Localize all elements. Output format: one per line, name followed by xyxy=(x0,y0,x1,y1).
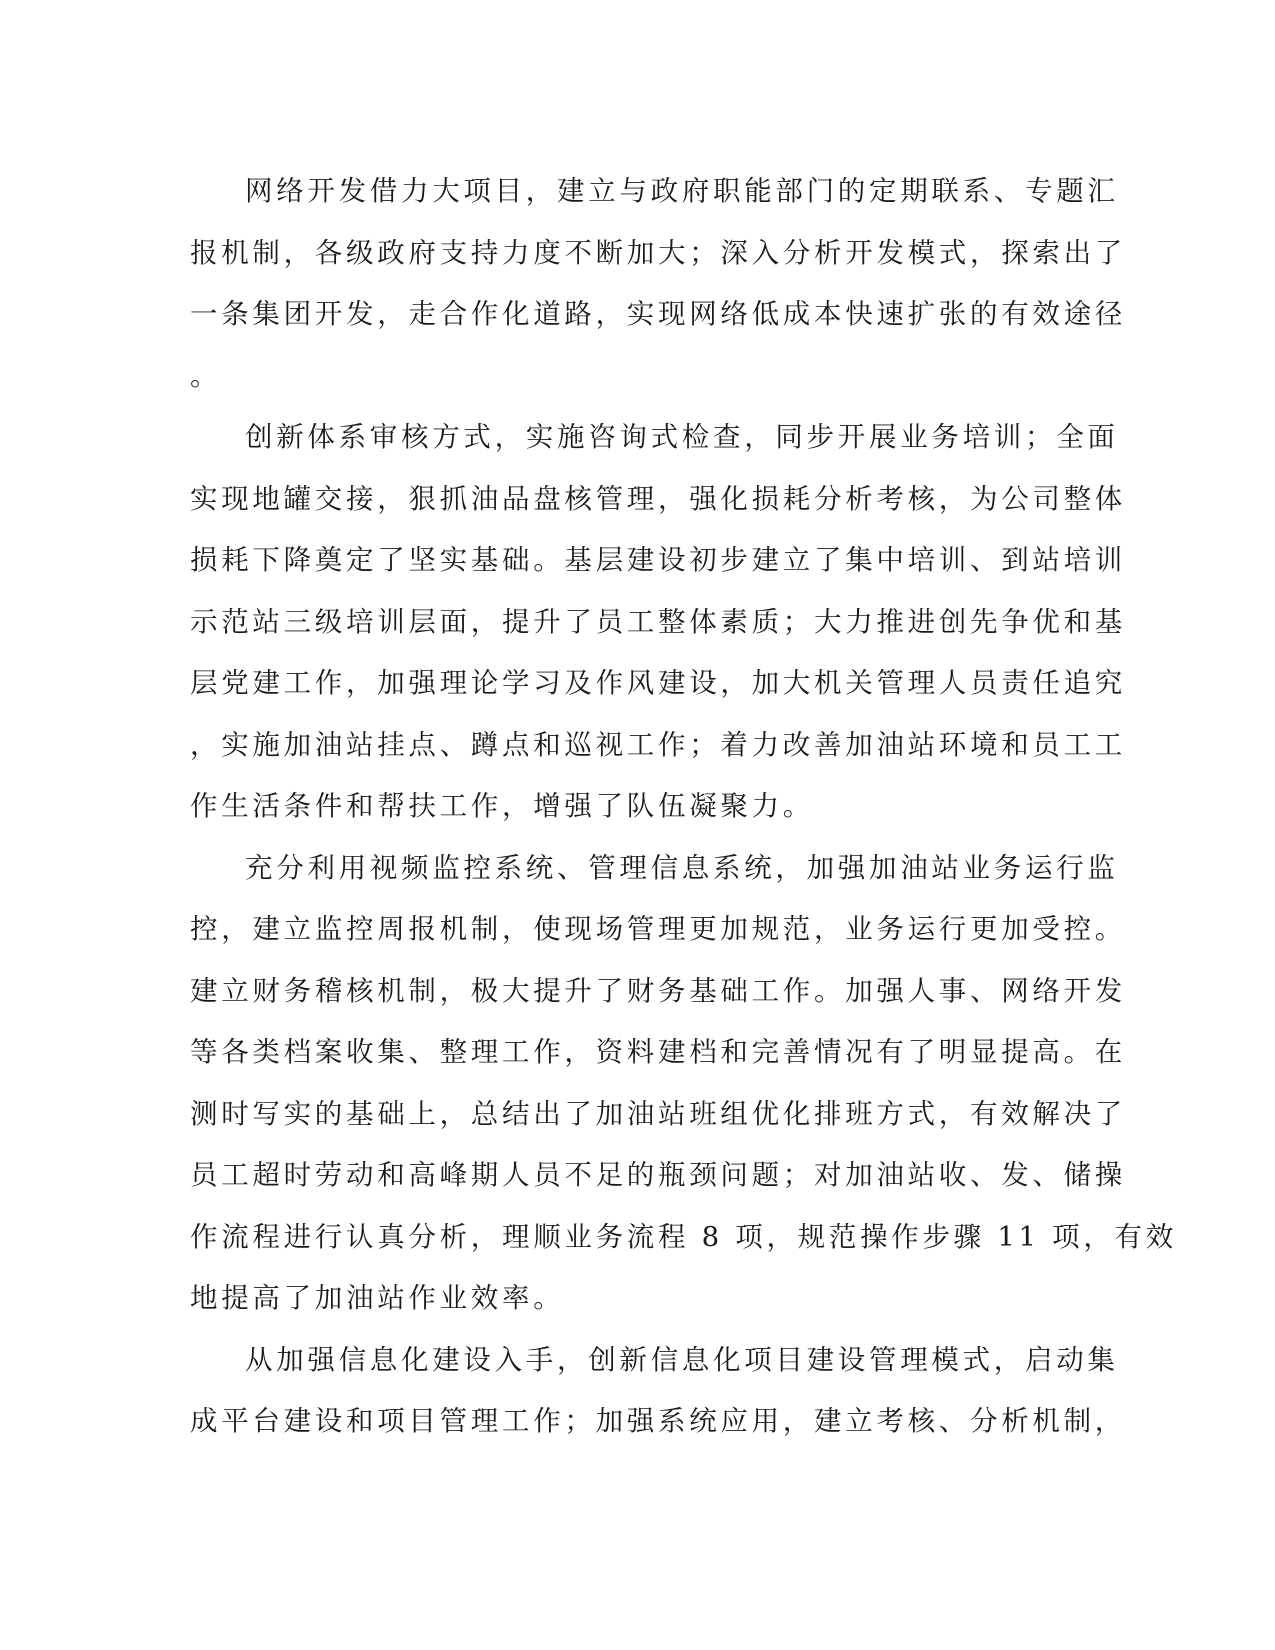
text-line: 创新体系审核方式，实施咨询式检查，同步开展业务培训；全面 xyxy=(245,421,1119,453)
text-line: 控，建立监控周报机制，使现场管理更加规范，业务运行更加受控。 xyxy=(190,913,1126,945)
text-line: 网络开发借力大项目，建立与政府职能部门的定期联系、专题汇 xyxy=(245,175,1119,207)
text-line: 测时写实的基础上，总结出了加油站班组优化排班方式，有效解决了 xyxy=(190,1097,1126,1130)
text-line: ，实施加油站挂点、蹲点和巡视工作；着力改善加油站环境和员工工 xyxy=(190,728,1126,761)
text-line: 地提高了加油站作业效率。 xyxy=(190,1282,565,1314)
paragraph-informatization xyxy=(190,1330,1126,1453)
text-line: 层党建工作，加强理论学习及作风建设，加大机关管理人员责任追究 xyxy=(190,667,1126,699)
paragraph-system-audit xyxy=(190,407,1126,838)
text-line: 实现地罐交接，狠抓油品盘核管理，强化损耗分析考核，为公司整体 xyxy=(190,482,1126,515)
text-line: 等各类档案收集、整理工作，资料建档和完善情况有了明显提高。在 xyxy=(190,1036,1126,1068)
text-line: 报机制，各级政府支持力度不断加大；深入分析开发模式，探索出了 xyxy=(190,236,1126,269)
text-line: 充分利用视频监控系统、管理信息系统，加强加油站业务运行监 xyxy=(245,851,1119,884)
text-line: 损耗下降奠定了坚实基础。基层建设初步建立了集中培训、到站培训 xyxy=(190,544,1126,576)
document-body xyxy=(190,161,1177,1453)
text-line: 从加强信息化建设入手，创新信息化项目建设管理模式，启动集 xyxy=(245,1343,1119,1376)
paragraph-network-development xyxy=(190,161,1126,407)
text-line: 成平台建设和项目管理工作；加强系统应用，建立考核、分析机制， xyxy=(190,1405,1126,1437)
text-line: 建立财务稽核机制，极大提升了财务基础工作。加强人事、网络开发 xyxy=(190,974,1126,1007)
text-line: 员工超时劳动和高峰期人员不足的瓶颈问题；对加油站收、发、储操 xyxy=(190,1159,1126,1191)
text-line: 。 xyxy=(190,359,222,392)
text-line: 作生活条件和帮扶工作，增强了队伍凝聚力。 xyxy=(190,790,814,822)
paragraph-monitoring-systems xyxy=(190,838,1177,1330)
text-line: 示范站三级培训层面，提升了员工整体素质；大力推进创先争优和基 xyxy=(190,605,1126,638)
text-line: 作流程进行认真分析，理顺业务流程 8 项，规范操作步骤 11 项，有效 xyxy=(190,1220,1177,1253)
text-line: 一条集团开发，走合作化道路，实现网络低成本快速扩张的有效途径 xyxy=(190,298,1126,330)
